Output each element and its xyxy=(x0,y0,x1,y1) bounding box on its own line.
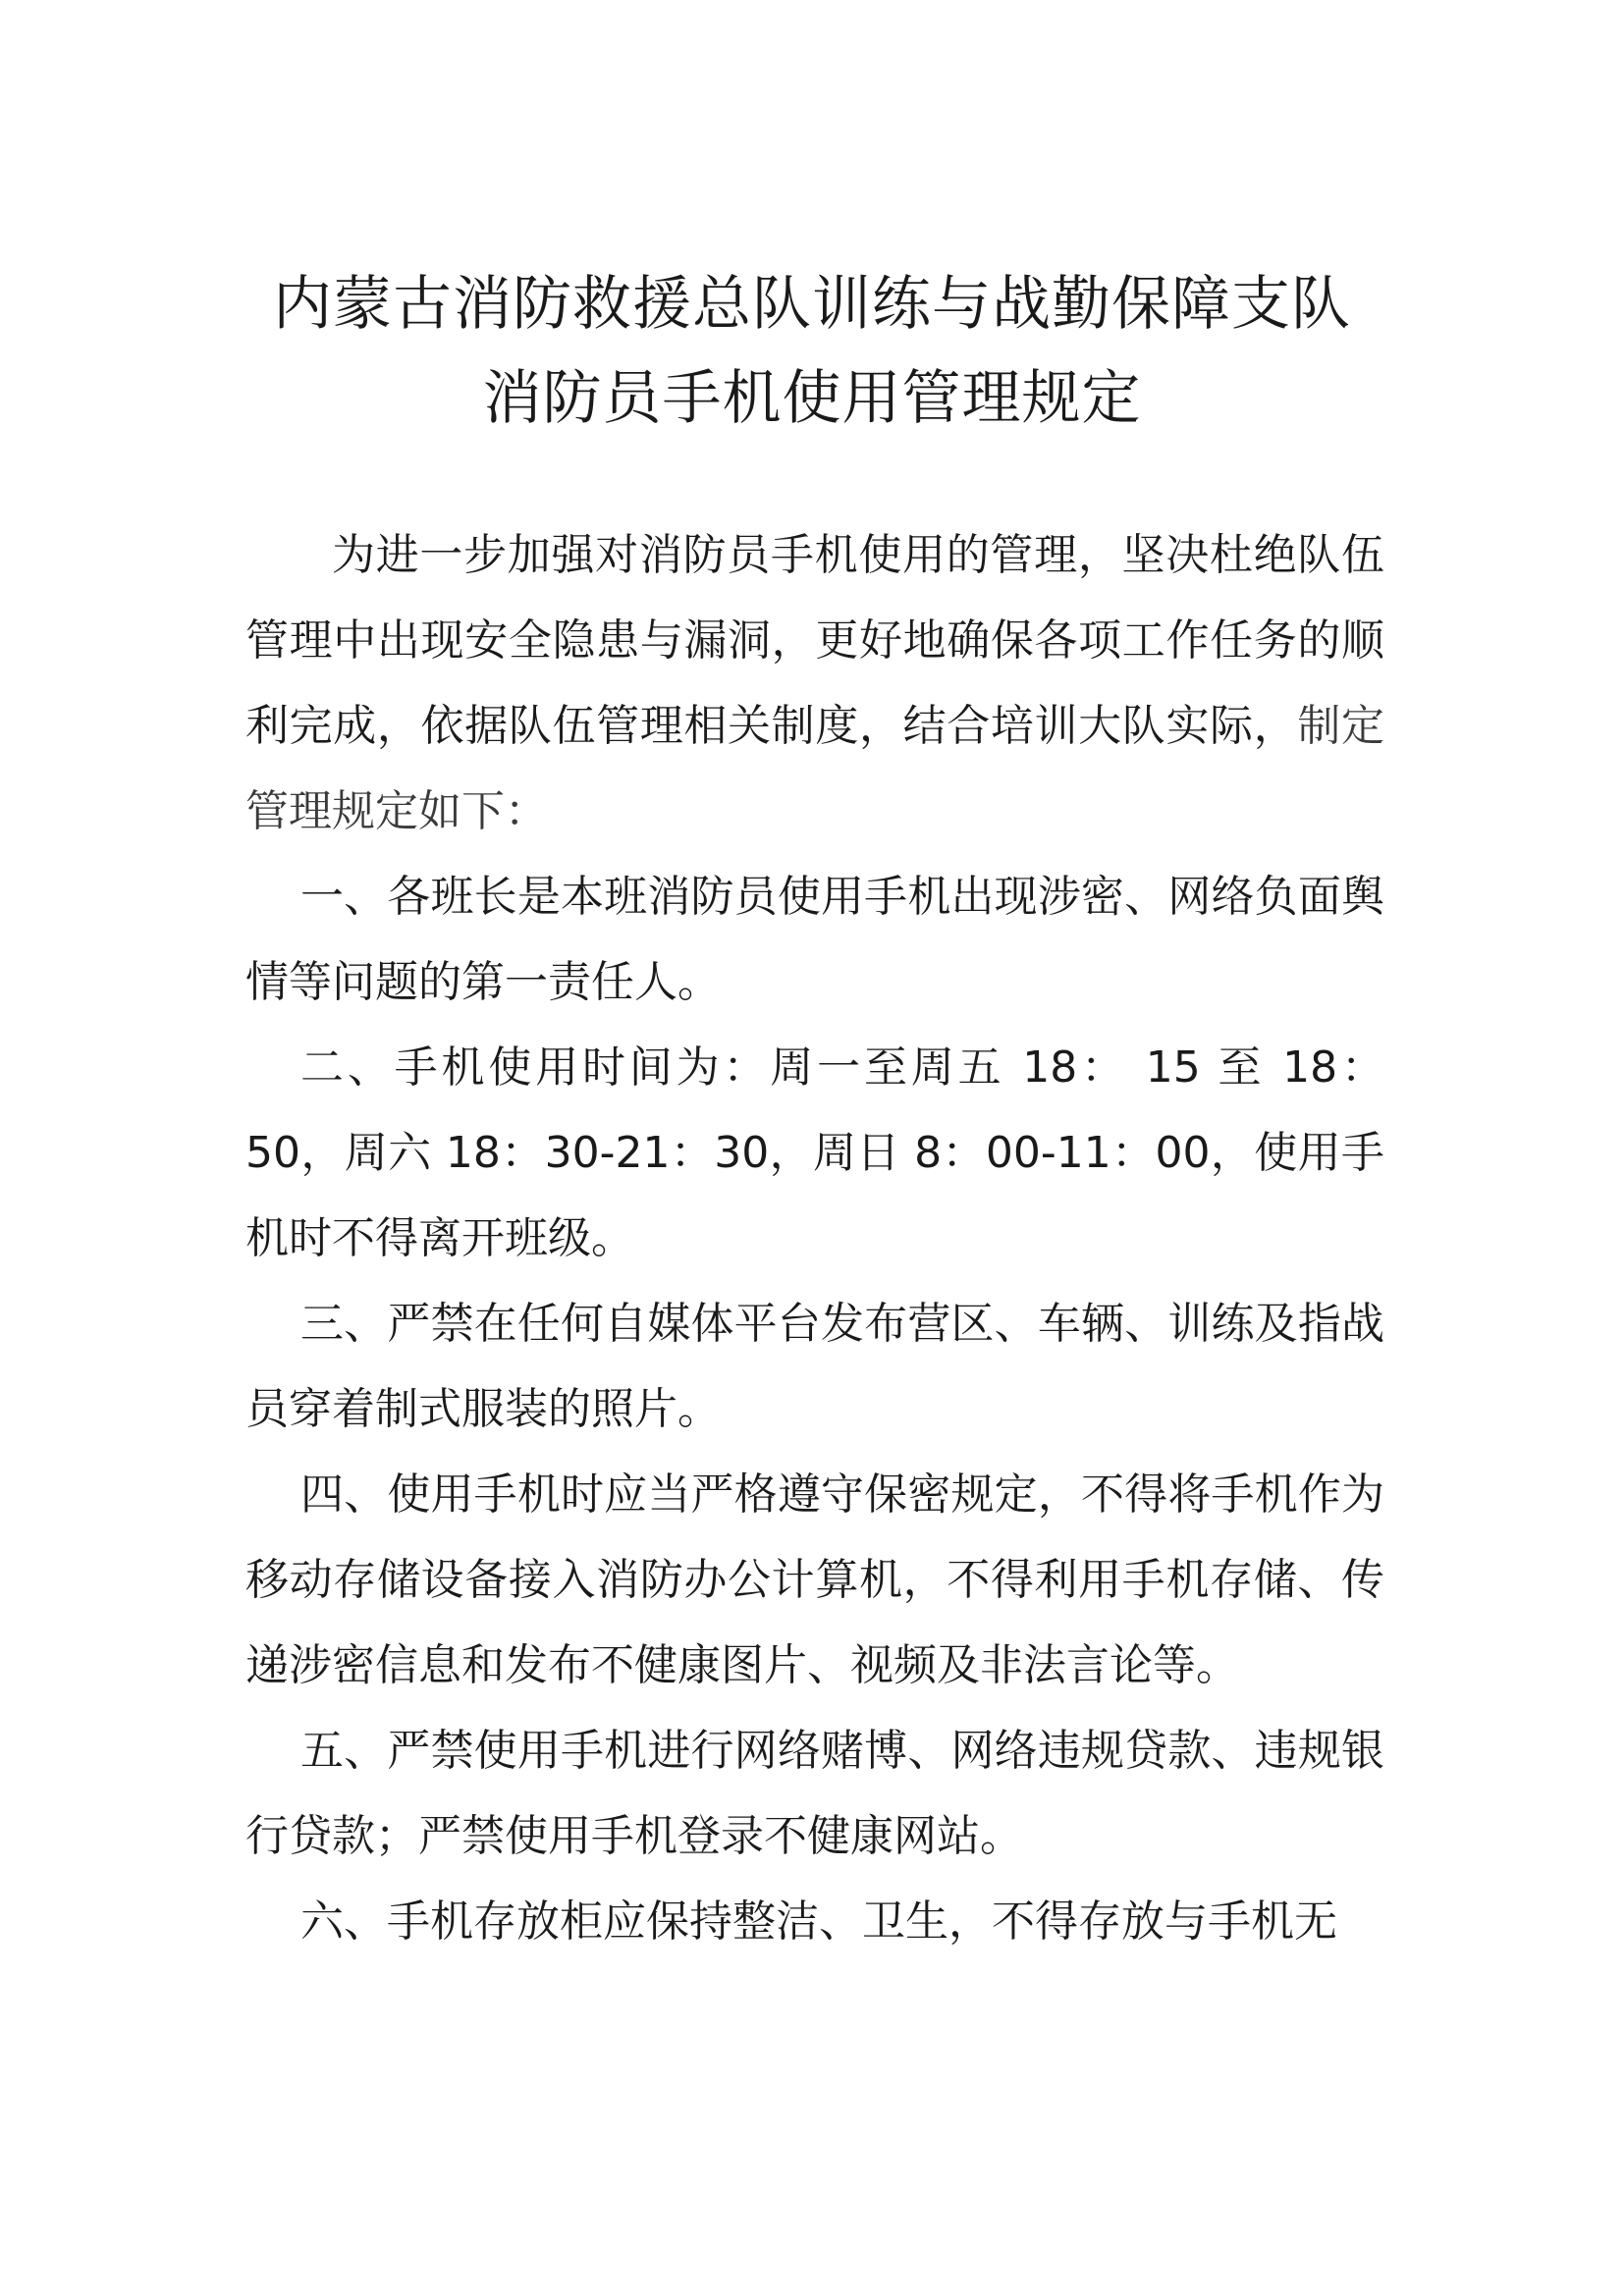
intro-paragraph xyxy=(245,512,1384,854)
document-title xyxy=(0,257,1624,446)
title-line-2: 消防员手机使用管理规定 xyxy=(482,364,1142,433)
rule-item-6: 六、手机存放柜应保持整洁、卫生，不得存放与手机无 xyxy=(300,1896,1337,1947)
document-body xyxy=(245,512,1384,1964)
intro-tail-text: 制定管理规定如下： xyxy=(245,701,1384,836)
rule-item-2: 二、手机使用时间为：周一至周五 18： 15 至 18：50，周六 18：30-21：30，周日 8：00-11：00，使用手机时不得离开班级。 xyxy=(245,1042,1384,1263)
rule-item-3: 三、严禁在任何自媒体平台发布营区、车辆、训练及指战员穿着制式服装的照片。 xyxy=(245,1299,1384,1434)
rule-item-4: 四、使用手机时应当严格遵守保密规定，不得将手机作为移动存储设备接入消防办公计算机，不得利用手机存储、传递涉密信息和发布不健康图片、视频及非法言论等。 xyxy=(245,1469,1384,1690)
title-line-1: 内蒙古消防救援总队训练与战勤保障支队 xyxy=(273,270,1351,339)
intro-text: 为进一步加强对消防员手机使用的管理，坚决杜绝队伍管理中出现安全隐患与漏洞，更好地确保各项工作任务的顺利完成，依据队伍管理相关制度，结合培训大队实际， xyxy=(245,530,1384,751)
rule-item-1: 一、各班长是本班消防员使用手机出现涉密、网络负面舆情等问题的第一责任人。 xyxy=(245,872,1384,1007)
rule-item-5: 五、严禁使用手机进行网络赌博、网络违规贷款、违规银行贷款；严禁使用手机登录不健康网站。 xyxy=(245,1726,1384,1861)
